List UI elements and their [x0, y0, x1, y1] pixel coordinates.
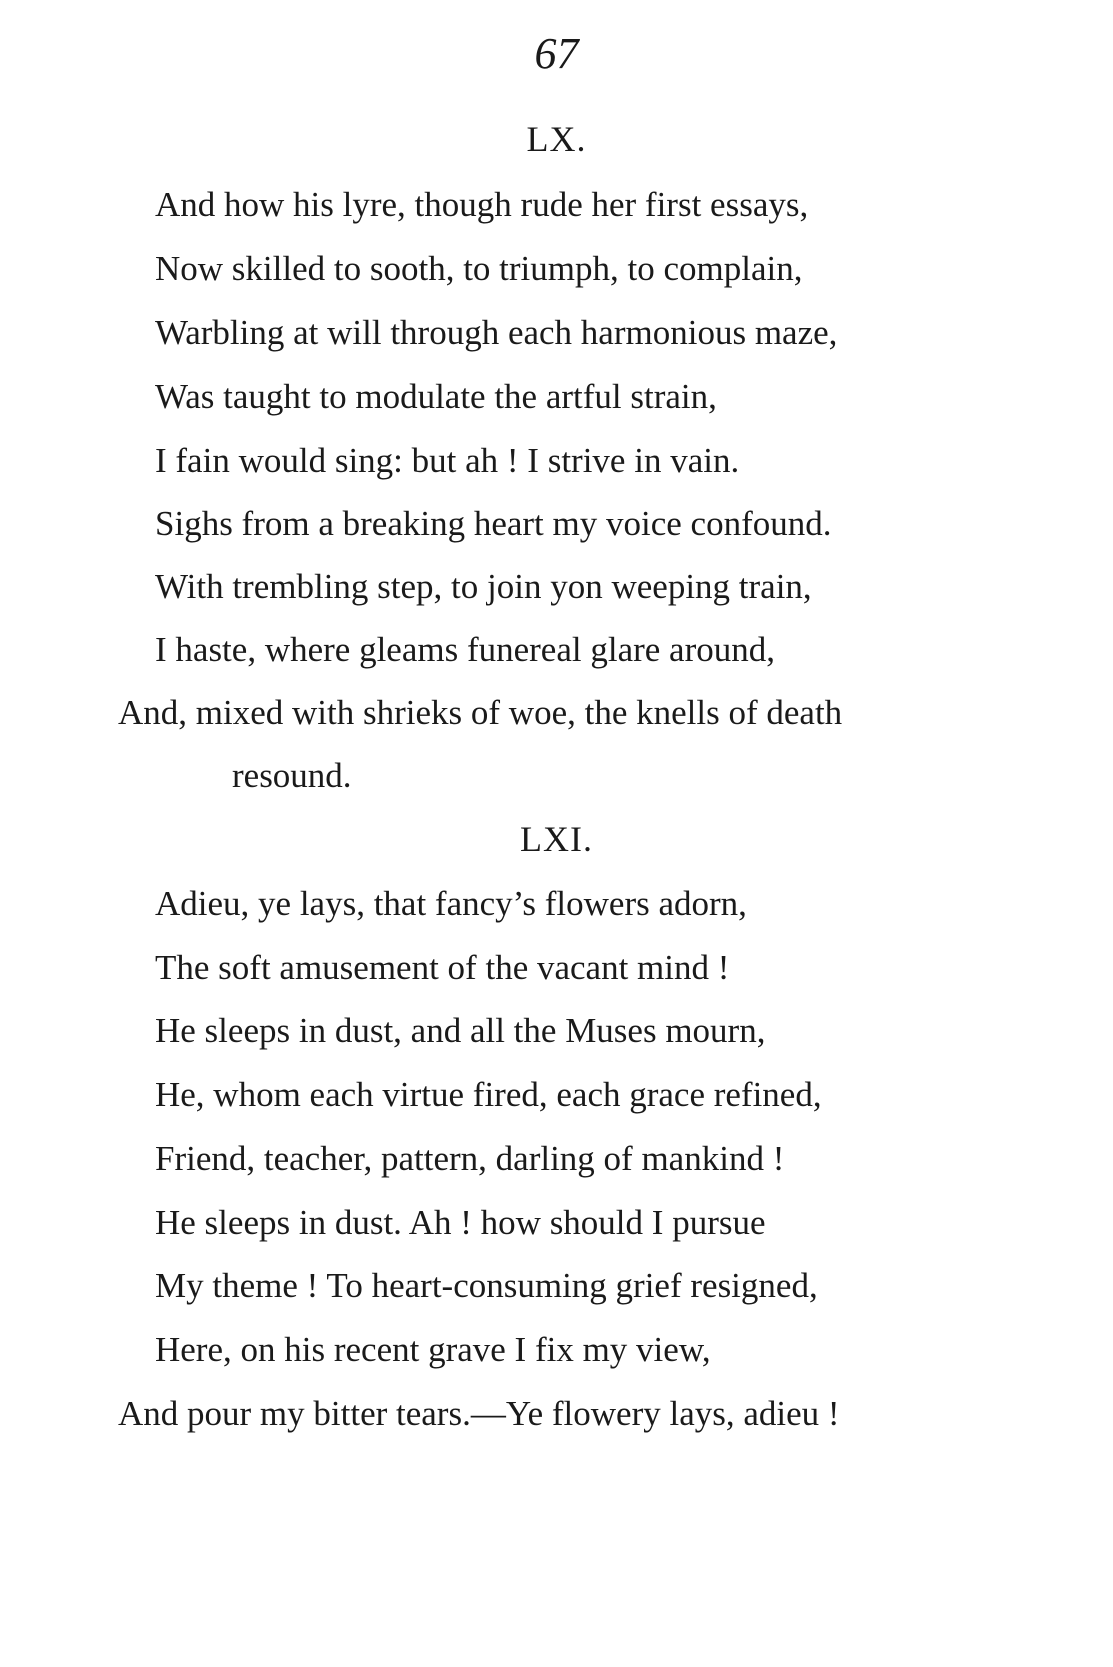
stanza-heading-lx: LX. [526, 119, 587, 159]
stanza-heading-lxi: LXI. [520, 819, 593, 859]
verse-line: The soft amusement of the vacant mind ! [155, 948, 730, 987]
verse-line-turnover: resound. [232, 756, 352, 795]
page-number: 67 [534, 29, 579, 78]
verse-line: With trembling step, to join yon weeping train, [155, 567, 812, 606]
verse-line: Adieu, ye lays, that fancy’s flowers adorn, [155, 884, 747, 923]
verse-line: He, whom each virtue fired, each grace refined, [155, 1075, 822, 1114]
verse-line: And, mixed with shrieks of woe, the knells of death [118, 693, 843, 732]
verse-line: He sleeps in dust, and all the Muses mourn, [155, 1011, 766, 1050]
verse-line: And pour my bitter tears.—Ye flowery lays, adieu ! [118, 1394, 840, 1433]
verse-line: And how his lyre, though rude her first essays, [155, 185, 809, 224]
verse-line: Here, on his recent grave I fix my view, [155, 1330, 711, 1369]
verse-line: Now skilled to sooth, to triumph, to complain, [155, 249, 803, 288]
verse-line: I fain would sing: but ah ! I strive in vain. [155, 441, 740, 480]
verse-line: He sleeps in dust. Ah ! how should I pursue [155, 1203, 766, 1242]
verse-line: Sighs from a breaking heart my voice confound. [155, 504, 832, 543]
verse-line: Friend, teacher, pattern, darling of mankind ! [155, 1139, 785, 1178]
verse-line: Warbling at will through each harmonious maze, [155, 313, 838, 352]
verse-line: I haste, where gleams funereal glare around, [155, 630, 775, 669]
verse-line: My theme ! To heart-consuming grief resigned, [155, 1266, 818, 1305]
verse-line: Was taught to modulate the artful strain, [155, 377, 717, 416]
